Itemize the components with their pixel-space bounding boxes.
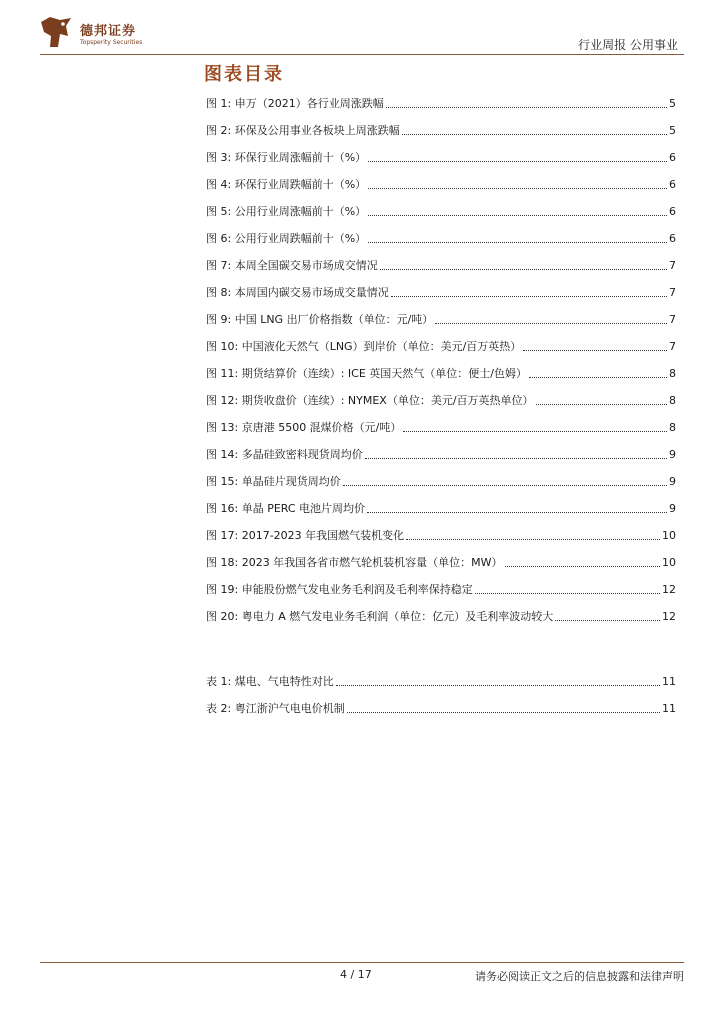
toc-entry[interactable] <box>206 165 676 192</box>
footer-divider <box>40 962 684 963</box>
toc-leader <box>368 160 667 162</box>
toc-label: 图 11: 期货结算价（连续）: ICE 英国天然气（单位：便士/色姆） <box>206 367 527 380</box>
toc-entry[interactable] <box>206 84 676 111</box>
toc-entry[interactable] <box>206 111 676 138</box>
toc-page: 8 <box>669 394 676 407</box>
toc-leader <box>347 711 660 713</box>
disclaimer-note: 请务必阅读正文之后的信息披露和法律声明 <box>475 970 684 983</box>
toc-entry[interactable] <box>206 662 676 689</box>
toc-page: 9 <box>669 448 676 461</box>
toc-leader <box>536 403 667 405</box>
bull-logo-icon <box>38 14 74 50</box>
toc-entry[interactable] <box>206 219 676 246</box>
toc-page: 11 <box>662 702 676 715</box>
toc-entry[interactable] <box>206 354 676 381</box>
toc-entry[interactable] <box>206 246 676 273</box>
toc-label: 图 20: 粤电力 A 燃气发电业务毛利润（单位：亿元）及毛利率波动较大 <box>206 610 554 623</box>
toc-page: 10 <box>662 556 676 569</box>
toc-leader <box>403 430 667 432</box>
toc-entry[interactable] <box>206 381 676 408</box>
logo-text-cn: 德邦证券 <box>80 24 137 39</box>
toc-page: 9 <box>669 475 676 488</box>
toc-entry[interactable] <box>206 689 676 716</box>
toc-leader <box>386 106 667 108</box>
toc-entry[interactable] <box>206 408 676 435</box>
table-list <box>206 662 676 716</box>
toc-label: 图 4: 环保行业周跌幅前十（%） <box>206 178 367 191</box>
toc-page: 7 <box>669 286 676 299</box>
company-logo <box>38 14 158 54</box>
toc-page: 9 <box>669 502 676 515</box>
toc-entry[interactable] <box>206 489 676 516</box>
toc-page: 7 <box>669 313 676 326</box>
logo-text-en: Topsperity Securities <box>80 39 143 46</box>
toc-label: 图 3: 环保行业周涨幅前十（%） <box>206 151 367 164</box>
toc-page: 12 <box>662 583 676 596</box>
toc-label: 图 1: 申万（2021）各行业周涨跌幅 <box>206 97 384 110</box>
toc-leader <box>368 214 667 216</box>
toc-entry[interactable] <box>206 597 676 624</box>
toc-label: 表 2: 粤江浙沪气电电价机制 <box>206 702 345 715</box>
toc-leader <box>402 133 667 135</box>
toc-label: 图 15: 单晶硅片现货周均价 <box>206 475 341 488</box>
toc-leader <box>343 484 667 486</box>
toc-label: 图 7: 本周全国碳交易市场成交情况 <box>206 259 378 272</box>
toc-leader <box>380 268 667 270</box>
toc-label: 图 10: 中国液化天然气（LNG）到岸价（单位：美元/百万英热） <box>206 340 522 353</box>
toc-page: 12 <box>662 610 676 623</box>
toc-label: 图 19: 申能股份燃气发电业务毛利润及毛利率保持稳定 <box>206 583 473 596</box>
toc-entry[interactable] <box>206 516 676 543</box>
toc-label: 图 13: 京唐港 5500 混煤价格（元/吨） <box>206 421 402 434</box>
toc-page: 10 <box>662 529 676 542</box>
toc-leader <box>365 457 667 459</box>
report-category: 行业周报 公用事业 <box>578 38 678 52</box>
toc-page: 5 <box>669 124 676 137</box>
toc-page: 7 <box>669 259 676 272</box>
toc-label: 图 8: 本周国内碳交易市场成交量情况 <box>206 286 389 299</box>
toc-page: 7 <box>669 340 676 353</box>
toc-label: 图 18: 2023 年我国各省市燃气轮机装机容量（单位：MW） <box>206 556 503 569</box>
toc-label: 图 14: 多晶硅致密料现货周均价 <box>206 448 363 461</box>
toc-page: 11 <box>662 675 676 688</box>
toc-leader <box>555 619 660 621</box>
page-title: 图表目录 <box>204 64 284 85</box>
toc-leader <box>505 565 660 567</box>
toc-leader <box>406 538 660 540</box>
toc-label: 图 16: 单晶 PERC 电池片周均价 <box>206 502 366 515</box>
toc-page: 6 <box>669 232 676 245</box>
toc-label: 图 12: 期货收盘价（连续）: NYMEX（单位：美元/百万英热单位） <box>206 394 534 407</box>
toc-label: 图 6: 公用行业周跌幅前十（%） <box>206 232 367 245</box>
toc-page: 5 <box>669 97 676 110</box>
toc-label: 图 9: 中国 LNG 出厂价格指数（单位：元/吨） <box>206 313 434 326</box>
toc-leader <box>368 187 667 189</box>
toc-entry[interactable] <box>206 192 676 219</box>
toc-entry[interactable] <box>206 435 676 462</box>
page-number: 4 / 17 <box>340 968 372 981</box>
toc-leader <box>391 295 667 297</box>
header-divider <box>40 54 684 55</box>
toc-leader <box>367 511 667 513</box>
toc-leader <box>475 592 660 594</box>
toc-entry[interactable] <box>206 570 676 597</box>
toc-entry[interactable] <box>206 138 676 165</box>
toc-entry[interactable] <box>206 327 676 354</box>
toc-page: 8 <box>669 421 676 434</box>
toc-entry[interactable] <box>206 462 676 489</box>
toc-page: 6 <box>669 205 676 218</box>
toc-leader <box>523 349 667 351</box>
figure-list <box>206 84 676 624</box>
toc-label: 图 17: 2017-2023 年我国燃气装机变化 <box>206 529 405 542</box>
toc-leader <box>336 684 660 686</box>
toc-label: 图 2: 环保及公用事业各板块上周涨跌幅 <box>206 124 400 137</box>
toc-entry[interactable] <box>206 543 676 570</box>
toc-page: 6 <box>669 151 676 164</box>
toc-label: 图 5: 公用行业周涨幅前十（%） <box>206 205 367 218</box>
toc-page: 6 <box>669 178 676 191</box>
toc-entry[interactable] <box>206 300 676 327</box>
toc-leader <box>435 322 667 324</box>
toc-entry[interactable] <box>206 273 676 300</box>
toc-leader <box>368 241 667 243</box>
toc-page: 8 <box>669 367 676 380</box>
toc-label: 表 1: 煤电、气电特性对比 <box>206 675 334 688</box>
toc-leader <box>529 376 667 378</box>
